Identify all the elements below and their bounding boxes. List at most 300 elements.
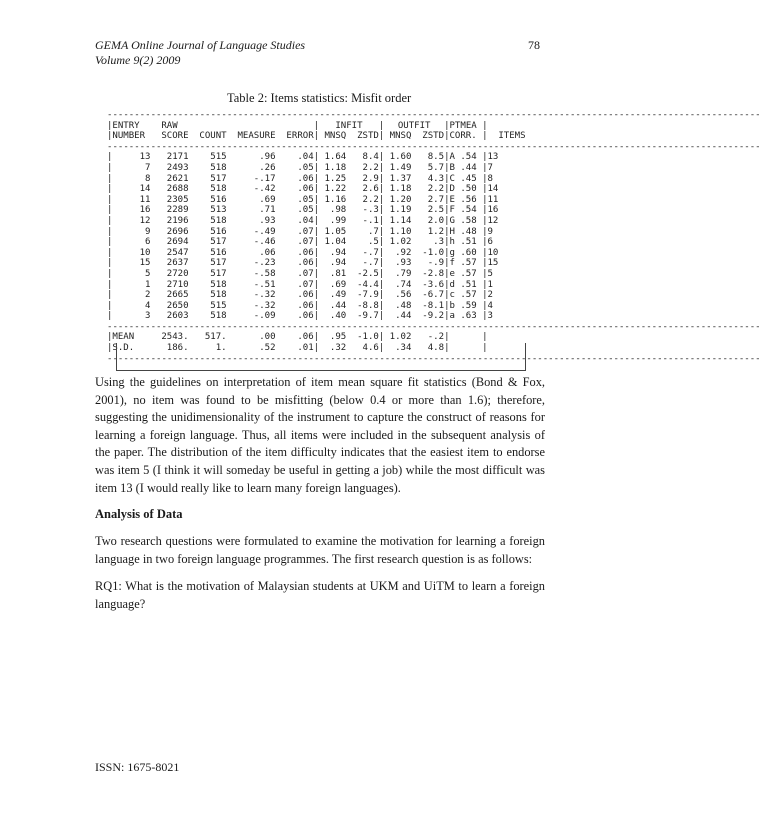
table-cell: 1 xyxy=(487,279,493,290)
left-border: | xyxy=(107,184,113,195)
table-cell: 4.3 xyxy=(427,173,445,184)
column-separator: | xyxy=(482,332,488,343)
column-separator: | xyxy=(444,184,450,195)
table-cell: .79 xyxy=(395,268,412,279)
column-separator: | xyxy=(444,258,450,269)
table-cell: 8 xyxy=(487,173,493,184)
table-cell: .49 xyxy=(329,290,347,301)
column-separator: | xyxy=(378,131,385,142)
table-bottom-rule: ------------------------------------------------------------------------------------------------------------------------ xyxy=(107,353,761,364)
table-cell: .07 xyxy=(297,226,314,237)
column-separator: | xyxy=(444,173,450,184)
column-separator: | xyxy=(482,300,488,311)
table-cell: .57 xyxy=(460,290,477,301)
table-top-rule: ------------------------------------------------------------------------------------------------------------------------ xyxy=(107,110,761,120)
table-cell: 4 xyxy=(145,300,151,311)
column-separator: | xyxy=(444,332,450,343)
column-separator: | xyxy=(482,247,488,258)
left-border: | xyxy=(107,162,113,173)
table-cell: 518 xyxy=(210,311,227,322)
table-cell: 1.19 xyxy=(389,205,412,216)
table-cell: .54 xyxy=(460,205,477,216)
column-separator: | xyxy=(378,247,385,258)
column-separator: | xyxy=(444,247,450,258)
table-cell: 3 xyxy=(487,311,493,322)
column-separator: | xyxy=(482,120,488,131)
left-border: | xyxy=(107,226,113,237)
table-cell: 12 xyxy=(487,215,499,226)
summary-cell: .34 xyxy=(395,343,412,354)
table-cell: 1 xyxy=(145,279,151,290)
column-separator: | xyxy=(444,268,450,279)
table-cell: 1.64 xyxy=(324,152,347,163)
column-separator: | xyxy=(482,258,488,269)
table-cell: 9 xyxy=(487,226,493,237)
table-cell: .26 xyxy=(259,162,276,173)
table-cell: 2547 xyxy=(166,247,189,258)
summary-cell: 1. xyxy=(215,343,227,354)
table-cell: 2.2 xyxy=(362,162,379,173)
column-separator: | xyxy=(482,205,488,216)
paragraph-rq1: RQ1: What is the motivation of Malaysian students at UKM and UiTM to learn a foreign language? xyxy=(95,579,545,611)
left-border: | xyxy=(107,215,113,226)
table-cell: -9.2 xyxy=(422,311,445,322)
column-separator: | xyxy=(378,120,385,131)
table-cell: -2.8 xyxy=(422,268,445,279)
table-row xyxy=(107,195,525,206)
paragraph-fit-interpretation: Using the guidelines on interpretation of item mean square fit statistics (Bond & Fox, 2001), no item was found to be misfitting (below 0.4 or more than 1.6); therefore, suggesting the unidimensionality of the instrument to capture the construct of reasons for learning a foreign language. Thus, all items were included in the subsequent analysis of the paper. The distribution of the item difficulty indicates that the easiest item to endorse was item 5 (I think it will someday be useful in getting a job) while the most difficult was item 13 (I would really like to learn many foreign languages). xyxy=(95,375,545,495)
table-cell: 2603 xyxy=(166,311,189,322)
table-cell: 14 xyxy=(487,184,499,195)
table-cell: A xyxy=(449,152,455,163)
column-separator: | xyxy=(444,215,450,226)
column-separator: | xyxy=(378,343,385,354)
left-border: | xyxy=(107,131,113,142)
table-cell: .40 xyxy=(329,311,347,322)
table-cell: -.7 xyxy=(362,247,379,258)
table-cell: .06 xyxy=(259,247,276,258)
column-separator: | xyxy=(313,247,320,258)
column-separator: | xyxy=(313,258,320,269)
column-separator: | xyxy=(378,237,385,248)
table-cell: .51 xyxy=(460,237,477,248)
table-cell: .93 xyxy=(259,215,276,226)
header-cell: CORR. xyxy=(449,131,477,142)
table-cell: 518 xyxy=(210,279,227,290)
column-separator: | xyxy=(313,173,320,184)
table-cell: -.32 xyxy=(253,300,276,311)
table-cell: 14 xyxy=(139,184,151,195)
table-cell: d xyxy=(449,279,455,290)
table-cell: C xyxy=(449,173,455,184)
table-cell: -.32 xyxy=(253,290,276,301)
table-cell: e xyxy=(449,268,455,279)
table-cell: 8.4 xyxy=(362,152,379,163)
summary-cell: 517. xyxy=(204,332,227,343)
table-cell: 1.22 xyxy=(324,184,347,195)
summary-cell: 1.02 xyxy=(389,332,412,343)
header-cell: RAW xyxy=(161,120,178,131)
table-cell: -.9 xyxy=(427,258,445,269)
column-separator: | xyxy=(378,332,385,343)
table-cell: 513 xyxy=(210,205,227,216)
column-separator: | xyxy=(444,131,450,142)
table-row xyxy=(107,280,525,291)
table-cell: .48 xyxy=(460,226,477,237)
left-border: | xyxy=(107,332,113,343)
table-cell: 1.18 xyxy=(324,162,347,173)
column-separator: | xyxy=(444,300,450,311)
table-cell: 2.5 xyxy=(427,205,445,216)
column-separator: | xyxy=(313,268,320,279)
table-cell: .57 xyxy=(460,258,477,269)
table-cell: 516 xyxy=(210,247,227,258)
issn-footer: ISSN: 1675-8021 xyxy=(95,760,180,774)
table-cell: h xyxy=(449,237,455,248)
header-cell: ZSTD xyxy=(357,131,379,142)
column-separator: | xyxy=(313,194,320,205)
table-cell: .06 xyxy=(297,184,314,195)
table-cell: 2.0 xyxy=(427,215,445,226)
column-separator: | xyxy=(444,226,450,237)
column-separator: | xyxy=(444,205,450,216)
table-row xyxy=(107,227,525,238)
table-cell: 2171 xyxy=(166,152,189,163)
table-cell: 1.2 xyxy=(427,226,445,237)
column-separator: | xyxy=(313,343,320,354)
column-separator: | xyxy=(378,279,385,290)
column-separator: | xyxy=(444,152,450,163)
table-cell: .7 xyxy=(367,226,379,237)
table-bottom-box xyxy=(116,343,526,371)
header-cell: MNSQ xyxy=(389,131,412,142)
table-cell: .06 xyxy=(297,311,314,322)
table-cell: .07 xyxy=(297,279,314,290)
table-cell: 8 xyxy=(145,173,151,184)
table-cell: .48 xyxy=(395,300,412,311)
table-row xyxy=(107,216,525,227)
table-cell: 517 xyxy=(210,268,227,279)
column-separator: | xyxy=(482,131,488,142)
summary-rule: ------------------------------------------------------------------------------------------------------------------------ xyxy=(107,321,761,332)
table-cell: -6.7 xyxy=(422,290,445,301)
left-border: | xyxy=(107,194,113,205)
journal-volume: Volume 9(2) 2009 xyxy=(95,53,181,67)
table-cell: 2637 xyxy=(166,258,189,269)
table-cell: 2688 xyxy=(166,184,189,195)
table-cell: 6 xyxy=(145,237,151,248)
table-cell: .04 xyxy=(297,215,314,226)
column-separator: | xyxy=(313,311,320,322)
table-cell: 7 xyxy=(145,162,151,173)
table-cell: -.49 xyxy=(253,226,276,237)
table-cell: .07 xyxy=(297,268,314,279)
table-cell: .44 xyxy=(329,300,347,311)
table-cell: -.46 xyxy=(253,237,276,248)
column-separator: | xyxy=(378,173,385,184)
column-separator: | xyxy=(313,162,320,173)
table-cell: -.09 xyxy=(253,311,276,322)
table-cell: .04 xyxy=(297,152,314,163)
table-cell: .81 xyxy=(329,268,347,279)
table-cell: .44 xyxy=(395,311,412,322)
column-separator: | xyxy=(378,162,385,173)
summary-cell: .00 xyxy=(259,332,276,343)
table-cell: 3 xyxy=(145,311,151,322)
column-separator: | xyxy=(378,184,385,195)
table-cell: .71 xyxy=(259,205,276,216)
column-separator: | xyxy=(444,120,450,131)
table-cell: 1.10 xyxy=(389,226,412,237)
table-cell: 2650 xyxy=(166,300,189,311)
table-cell: 5 xyxy=(145,268,151,279)
table-cell: -.51 xyxy=(253,279,276,290)
table-cell: B xyxy=(449,162,455,173)
summary-cell: 2543. xyxy=(161,332,189,343)
item-statistics-table xyxy=(107,110,761,364)
table-cell: 1.02 xyxy=(389,237,412,248)
table-row xyxy=(107,290,525,301)
table-cell: .5 xyxy=(367,237,379,248)
table-cell: -.23 xyxy=(253,258,276,269)
table-cell: 2.9 xyxy=(362,173,379,184)
table-cell: -9.7 xyxy=(357,311,379,322)
table-cell: 516 xyxy=(210,194,227,205)
table-row xyxy=(107,205,525,216)
table-cell: D xyxy=(449,184,455,195)
column-separator: | xyxy=(313,215,320,226)
table-cell: 9 xyxy=(145,226,151,237)
header-row-top xyxy=(107,121,525,132)
header-cell: MEASURE xyxy=(237,131,276,142)
header-cell: NUMBER xyxy=(112,131,146,142)
table-row xyxy=(107,237,525,248)
column-separator: | xyxy=(378,215,385,226)
column-separator: | xyxy=(378,258,385,269)
table-cell: -1.0 xyxy=(422,247,445,258)
table-cell: 2.7 xyxy=(427,194,445,205)
table-cell: 515 xyxy=(210,152,227,163)
table-cell: .05 xyxy=(297,205,314,216)
table-row xyxy=(107,152,525,163)
column-separator: | xyxy=(482,215,488,226)
header-cell: OUTFIT xyxy=(397,120,431,131)
table-cell: 2289 xyxy=(166,205,189,216)
table-cell: .63 xyxy=(460,311,477,322)
table-cell: .98 xyxy=(329,205,347,216)
table-cell: .99 xyxy=(329,215,347,226)
table-cell: .3 xyxy=(433,237,445,248)
table-cell: 16 xyxy=(487,205,499,216)
table-cell: 518 xyxy=(210,162,227,173)
column-separator: | xyxy=(313,131,320,142)
column-separator: | xyxy=(482,194,488,205)
journal-title: GEMA Online Journal of Language Studies xyxy=(95,38,306,52)
table-cell: .51 xyxy=(460,279,477,290)
table-cell: 515 xyxy=(210,300,227,311)
column-separator: | xyxy=(378,311,385,322)
header-rule: ------------------------------------------------------------------------------------------------------------------------ xyxy=(107,141,761,152)
column-separator: | xyxy=(444,237,450,248)
table-cell: -8.1 xyxy=(422,300,445,311)
column-separator: | xyxy=(444,162,450,173)
summary-cell: -1.0 xyxy=(357,332,379,343)
column-separator: | xyxy=(444,343,450,354)
table-cell: -8.8 xyxy=(357,300,379,311)
table-cell: -.17 xyxy=(253,173,276,184)
table-cell: 10 xyxy=(487,247,499,258)
table-cell: .06 xyxy=(297,290,314,301)
header-cell: PTMEA xyxy=(449,120,477,131)
table-cell: 518 xyxy=(210,184,227,195)
column-separator: | xyxy=(482,268,488,279)
table-cell: 518 xyxy=(210,290,227,301)
table-cell: .50 xyxy=(460,184,477,195)
summary-cell: 4.8 xyxy=(427,343,445,354)
left-border: | xyxy=(107,205,113,216)
table-cell: 2710 xyxy=(166,279,189,290)
table-cell: .92 xyxy=(395,247,412,258)
column-separator: | xyxy=(378,205,385,216)
left-border: | xyxy=(107,311,113,322)
table-cell: 517 xyxy=(210,237,227,248)
left-border: | xyxy=(107,120,113,131)
column-separator: | xyxy=(313,226,320,237)
column-separator: | xyxy=(313,332,320,343)
table-cell: 13 xyxy=(487,152,499,163)
table-cell: 1.16 xyxy=(324,194,347,205)
table-cell: -4.4 xyxy=(357,279,379,290)
table-cell: 2.6 xyxy=(362,184,379,195)
table-cell: .56 xyxy=(460,194,477,205)
table-cell: .94 xyxy=(329,247,347,258)
header-row-bottom xyxy=(107,131,525,142)
column-separator: | xyxy=(482,311,488,322)
column-separator: | xyxy=(378,300,385,311)
left-border: | xyxy=(107,258,113,269)
table-cell: 517 xyxy=(210,173,227,184)
header-cell: ERROR xyxy=(286,131,314,142)
summary-cell: .95 xyxy=(329,332,347,343)
left-border: | xyxy=(107,343,113,354)
table-cell: .94 xyxy=(329,258,347,269)
page-number: 78 xyxy=(528,38,540,52)
table-cell: G xyxy=(449,215,455,226)
header-cell: ZSTD xyxy=(422,131,445,142)
table-cell: 1.04 xyxy=(324,237,347,248)
table-row xyxy=(107,174,525,185)
table-row xyxy=(107,301,525,312)
table-cell: 1.25 xyxy=(324,173,347,184)
left-border: | xyxy=(107,268,113,279)
column-separator: | xyxy=(313,279,320,290)
left-border: | xyxy=(107,173,113,184)
column-separator: | xyxy=(378,268,385,279)
column-separator: | xyxy=(378,194,385,205)
table-cell: .59 xyxy=(460,300,477,311)
table-row xyxy=(107,269,525,280)
table-cell: 16 xyxy=(139,205,151,216)
summary-cell: -.2 xyxy=(427,332,445,343)
table-cell: E xyxy=(449,194,455,205)
table-row xyxy=(107,248,525,259)
table-cell: 1.37 xyxy=(389,173,412,184)
table-cell: -.3 xyxy=(362,205,379,216)
column-separator: | xyxy=(482,162,488,173)
table-cell: -7.9 xyxy=(357,290,379,301)
table-cell: .60 xyxy=(460,247,477,258)
table-cell: .06 xyxy=(297,247,314,258)
table-cell: .54 xyxy=(460,152,477,163)
table-cell: .57 xyxy=(460,268,477,279)
section-heading: Analysis of Data xyxy=(95,507,183,521)
table-cell: .05 xyxy=(297,162,314,173)
table-cell: .74 xyxy=(395,279,412,290)
table-cell: 12 xyxy=(139,215,151,226)
column-separator: | xyxy=(313,237,320,248)
column-separator: | xyxy=(378,290,385,301)
table-cell: -.7 xyxy=(362,258,379,269)
column-separator: | xyxy=(313,205,320,216)
header-cell: SCORE xyxy=(161,131,189,142)
table-cell: -.1 xyxy=(362,215,379,226)
column-separator: | xyxy=(313,300,320,311)
table-cell: H xyxy=(449,226,455,237)
table-cell: .93 xyxy=(395,258,412,269)
table-cell: .44 xyxy=(460,162,477,173)
column-separator: | xyxy=(313,290,320,301)
column-separator: | xyxy=(378,226,385,237)
table-cell: 13 xyxy=(139,152,151,163)
column-separator: | xyxy=(313,120,320,131)
summary-cell: S.D. xyxy=(112,343,135,354)
column-separator: | xyxy=(482,152,488,163)
table-row xyxy=(107,311,525,322)
table-cell: 4 xyxy=(487,300,493,311)
table-cell: 2305 xyxy=(166,194,189,205)
table-cell: .69 xyxy=(329,279,347,290)
column-separator: | xyxy=(313,184,320,195)
table-cell: 15 xyxy=(487,258,499,269)
table-cell: -.58 xyxy=(253,268,276,279)
left-border: | xyxy=(107,279,113,290)
table-cell: 2720 xyxy=(166,268,189,279)
table-cell: .58 xyxy=(460,215,477,226)
header-cell: MNSQ xyxy=(324,131,347,142)
summary-row xyxy=(107,332,525,343)
table-cell: 2493 xyxy=(166,162,189,173)
table-cell: .06 xyxy=(297,258,314,269)
table-cell: .69 xyxy=(259,194,276,205)
table-cell: 517 xyxy=(210,258,227,269)
table-cell: 2.2 xyxy=(427,184,445,195)
table-cell: 1.18 xyxy=(389,184,412,195)
table-cell: 1.20 xyxy=(389,194,412,205)
table-cell: 2696 xyxy=(166,226,189,237)
table-cell: 2665 xyxy=(166,290,189,301)
table-cell: .45 xyxy=(460,173,477,184)
table-cell: .07 xyxy=(297,237,314,248)
table-cell: 6 xyxy=(487,237,493,248)
column-separator: | xyxy=(378,152,385,163)
summary-cell: .06 xyxy=(297,332,314,343)
left-border: | xyxy=(107,300,113,311)
column-separator: | xyxy=(482,279,488,290)
header-cell: INFIT xyxy=(335,120,363,131)
summary-cell: .01 xyxy=(297,343,314,354)
summary-cell: .32 xyxy=(329,343,347,354)
table-cell: -2.5 xyxy=(357,268,379,279)
